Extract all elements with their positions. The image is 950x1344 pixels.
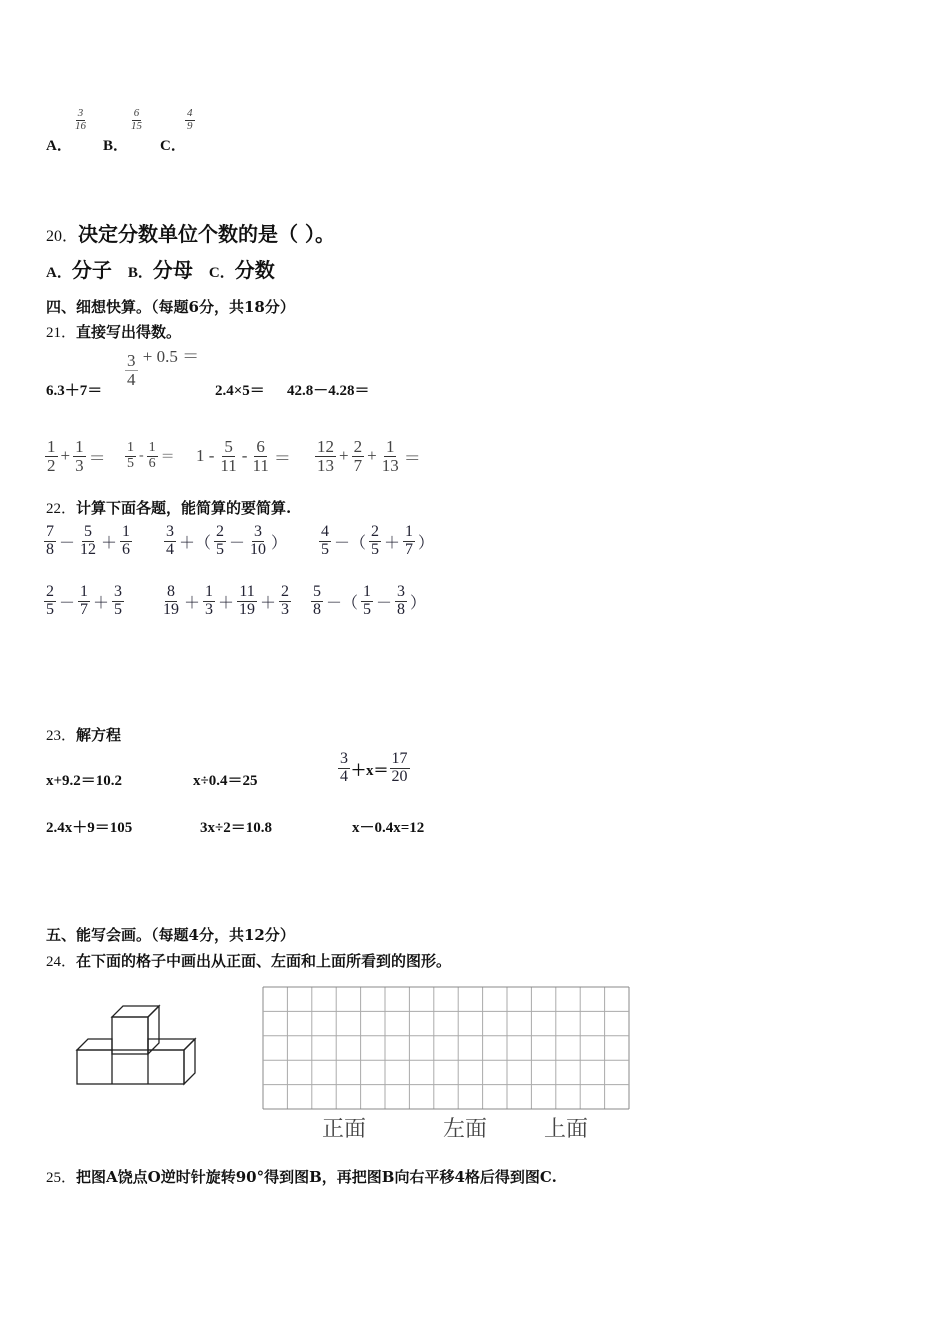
fraction-numerator: 1 (385, 437, 395, 456)
expr-operator: － (229, 534, 246, 552)
expr-operator: ＋（ (179, 534, 212, 552)
expr-operator: ＝ (273, 448, 291, 468)
fraction-numerator: 2 (46, 583, 54, 600)
expr-fraction (164, 524, 176, 559)
fraction-numerator: 4 (321, 523, 329, 540)
fraction-denominator: 5 (371, 540, 380, 558)
q21-text: 直接写出得数。 (76, 323, 182, 341)
expr-fraction (112, 584, 124, 619)
q22-row2-expr-2 (160, 584, 292, 619)
fraction-denominator: 11 (252, 455, 269, 475)
q20-label-b: B． (127, 265, 153, 281)
fraction-denominator: 19 (239, 600, 256, 618)
expr-operator: + (339, 446, 349, 466)
q21-row2-expr-1 (44, 438, 108, 475)
fraction-denominator: 3 (75, 455, 84, 475)
section-5-title: 五、能写会画。（每题4分，共12分） (46, 926, 295, 944)
expr-operator: －（ (334, 534, 367, 552)
q21-row2-expr-4 (314, 438, 423, 475)
expr-operator: ＋ (384, 534, 401, 552)
q23-e3-numerator-1: 3 (340, 750, 348, 767)
fraction-numerator: 3 (254, 523, 263, 540)
fraction-numerator: 5 (313, 583, 321, 600)
expr-operator: －（ (326, 594, 359, 612)
fraction-denominator: 8 (397, 600, 406, 618)
q19-option-c-fraction (184, 108, 196, 132)
q21-expr-1: 6.3＋7＝ (46, 383, 103, 399)
fraction-numerator: 1 (75, 437, 84, 456)
expr-fraction (203, 584, 215, 619)
expr-operator: ＝ (88, 448, 106, 468)
expr-fraction (44, 584, 56, 619)
fraction-numerator: 3 (166, 523, 174, 540)
fraction-denominator: 5 (127, 455, 134, 471)
expr-fraction (147, 441, 158, 471)
fraction-denominator: 11 (220, 455, 237, 475)
expr-fraction (403, 524, 415, 559)
fraction-denominator: 13 (381, 455, 399, 475)
q20-option-c: 分数 (234, 258, 275, 282)
q20-label-c: C． (208, 265, 235, 281)
fraction-numerator: 1 (405, 523, 414, 540)
q20-label-a: A． (46, 265, 72, 281)
expr-operator: ＋ (260, 594, 277, 612)
fraction-denominator: 2 (47, 455, 56, 475)
q23-eq-5: 3x÷2＝10.8 (200, 820, 272, 836)
fraction-numerator: 2 (281, 583, 290, 600)
q21-e2-numerator: 3 (127, 351, 136, 370)
expr-fraction (248, 524, 268, 559)
fraction-numerator: 3 (114, 583, 123, 600)
q22-row2-expr-1 (43, 584, 125, 619)
fraction-numerator: 5 (84, 523, 93, 540)
q20-number: 20． (46, 228, 79, 245)
q19-label-a: A． (46, 138, 72, 154)
q21-expr-3: 2.4×5＝ (215, 383, 265, 399)
q19-c-denominator: 9 (187, 119, 193, 132)
q25-question (46, 1166, 557, 1187)
expr-operator: ＋ (93, 594, 110, 612)
fraction-denominator: 5 (363, 600, 372, 618)
cube-stack-figure (70, 1000, 200, 1090)
expr-fraction (369, 524, 381, 559)
q19-option-b-fraction (128, 108, 145, 132)
expr-fraction (161, 584, 181, 619)
expr-operator: － (59, 534, 76, 552)
expr-fraction (45, 438, 58, 475)
fraction-denominator: 19 (163, 600, 179, 618)
q23-e3-middle: ＋x＝ (351, 762, 389, 779)
q22-number: 22． (46, 501, 77, 517)
fraction-numerator: 8 (167, 583, 175, 600)
label-left-view: 左面 (443, 1117, 488, 1142)
q22-row2-expr-3 (310, 584, 428, 619)
fraction-denominator: 3 (281, 600, 290, 618)
q23-number: 23． (46, 728, 77, 744)
expr-fraction (125, 441, 136, 471)
q21-number: 21． (46, 325, 77, 341)
expr-operator: - (241, 446, 248, 466)
drawing-grid[interactable] (262, 986, 630, 1110)
q21-expr-4: 42.8－4.28＝ (287, 383, 370, 399)
section-4-title: 四、细想快算。（每题6分，共18分） (46, 298, 295, 316)
q23-text: 解方程 (76, 726, 122, 744)
expr-fraction (250, 438, 270, 475)
q21-question (46, 321, 181, 342)
q23-question (46, 724, 121, 745)
expr-fraction (78, 524, 98, 559)
fraction-denominator: 10 (250, 540, 267, 558)
fraction-denominator: 7 (405, 540, 414, 558)
q22-row1-expr-2 (163, 524, 289, 559)
fraction-denominator: 8 (46, 540, 54, 558)
fraction-denominator: 13 (317, 455, 334, 475)
q20-question (46, 218, 335, 247)
q24-text: 在下面的格子中画出从正面、左面和上面所看到的图形。 (76, 952, 452, 970)
fraction-numerator: 7 (46, 523, 54, 540)
fraction-numerator: 2 (216, 523, 225, 540)
fraction-numerator: 2 (371, 523, 380, 540)
q23-eq-4: 2.4x＋9＝105 (46, 820, 133, 836)
expr-fraction (315, 438, 336, 475)
expr-operator: + (367, 446, 377, 466)
expr-operator: ） (410, 594, 427, 612)
fraction-denominator: 3 (205, 600, 214, 618)
q22-row1-expr-1 (43, 524, 133, 559)
expr-fraction (120, 524, 132, 559)
q24-number: 24． (46, 954, 77, 970)
expr-operator: ＋ (101, 534, 118, 552)
expr-operator: ＝ (160, 450, 175, 466)
q21-row2-expr-2 (124, 441, 177, 471)
q23-e3-denominator-2: 20 (391, 767, 408, 785)
fraction-numerator: 1 (122, 523, 131, 540)
q19-option-a-fraction (72, 108, 89, 132)
expr-operator: － (59, 594, 76, 612)
q22-row1-expr-3 (318, 524, 436, 559)
q21-e2-rest: + 0.5 ＝ (142, 347, 200, 367)
q23-e3-numerator-2: 17 (391, 750, 408, 767)
label-front-view: 正面 (322, 1117, 367, 1142)
expr-fraction (78, 584, 90, 619)
q25-text: 把图A饶点O逆时针旋转90°得到图B，再把图B向右平移4格后得到图C. (76, 1168, 557, 1186)
q20-option-b: 分母 (152, 258, 193, 282)
expr-fraction (218, 438, 238, 475)
fraction-numerator: 1 (80, 583, 89, 600)
expr-operator: ） (271, 534, 288, 552)
q19-b-numerator: 6 (133, 107, 140, 119)
fraction-numerator: 1 (47, 437, 56, 456)
expr-operator: ＝ (403, 448, 421, 468)
expr-fraction (361, 584, 373, 619)
q22-text: 计算下面各题，能简算的要简算. (76, 499, 292, 517)
fraction-denominator: 6 (122, 540, 131, 558)
q22-question (46, 497, 291, 518)
q19-a-denominator: 16 (75, 119, 86, 132)
fraction-numerator: 5 (224, 437, 233, 456)
expr-operator: － (376, 594, 393, 612)
q19-a-numerator: 3 (77, 107, 84, 119)
expr-operator: ） (418, 534, 435, 552)
expr-lead: 1 - (196, 445, 215, 465)
expr-fraction (44, 524, 56, 559)
fraction-denominator: 5 (321, 540, 329, 558)
fraction-denominator: 5 (46, 600, 54, 618)
fraction-denominator: 5 (216, 540, 225, 558)
fraction-denominator: 6 (148, 455, 156, 471)
fraction-denominator: 5 (114, 600, 123, 618)
fraction-numerator: 1 (363, 583, 372, 600)
fraction-denominator: 12 (80, 540, 97, 558)
expr-fraction (279, 584, 291, 619)
q23-e3-denominator-1: 4 (340, 767, 348, 785)
fraction-numerator: 1 (148, 440, 156, 455)
q24-question (46, 950, 451, 971)
fraction-numerator: 3 (397, 583, 406, 600)
fraction-denominator: 4 (166, 540, 174, 558)
q21-expr-2 (124, 347, 200, 389)
fraction-denominator: 8 (313, 600, 321, 618)
fraction-numerator: 12 (317, 437, 334, 456)
expr-fraction (311, 584, 323, 619)
q19-b-denominator: 15 (131, 119, 142, 132)
expr-operator: - (139, 448, 144, 464)
fraction-numerator: 1 (205, 583, 214, 600)
expr-fraction (395, 584, 407, 619)
fraction-denominator: 7 (353, 455, 363, 475)
fraction-numerator: 1 (127, 440, 134, 455)
expr-fraction (214, 524, 226, 559)
q23-eq-3 (337, 751, 411, 786)
q19-c-numerator: 4 (187, 107, 193, 119)
q19-label-c: C． (160, 138, 186, 154)
expr-fraction (319, 524, 331, 559)
fraction-denominator: 7 (80, 600, 89, 618)
q25-number: 25． (46, 1170, 77, 1186)
expr-operator: ＋ (218, 594, 235, 612)
q23-eq-1: x+9.2＝10.2 (46, 773, 123, 789)
expr-fraction (237, 584, 257, 619)
q19-label-b: B． (103, 138, 129, 154)
expr-fraction (380, 438, 401, 475)
expr-operator: + (60, 446, 71, 466)
q23-eq-2: x÷0.4＝25 (193, 773, 258, 789)
label-top-view: 上面 (544, 1117, 589, 1142)
q21-e2-denominator: 4 (127, 369, 136, 389)
expr-operator: ＋ (184, 594, 201, 612)
fraction-numerator: 2 (353, 437, 363, 456)
q21-row2-expr-3 (196, 438, 293, 475)
expr-fraction (73, 438, 86, 475)
q20-text: 决定分数单位个数的是（ ）。 (78, 222, 335, 246)
q23-eq-6: x－0.4x=12 (352, 820, 425, 836)
fraction-numerator: 11 (239, 583, 255, 600)
q20-options (46, 254, 275, 283)
expr-fraction (352, 438, 365, 475)
q20-option-a: 分子 (71, 258, 112, 282)
fraction-numerator: 6 (256, 437, 265, 456)
